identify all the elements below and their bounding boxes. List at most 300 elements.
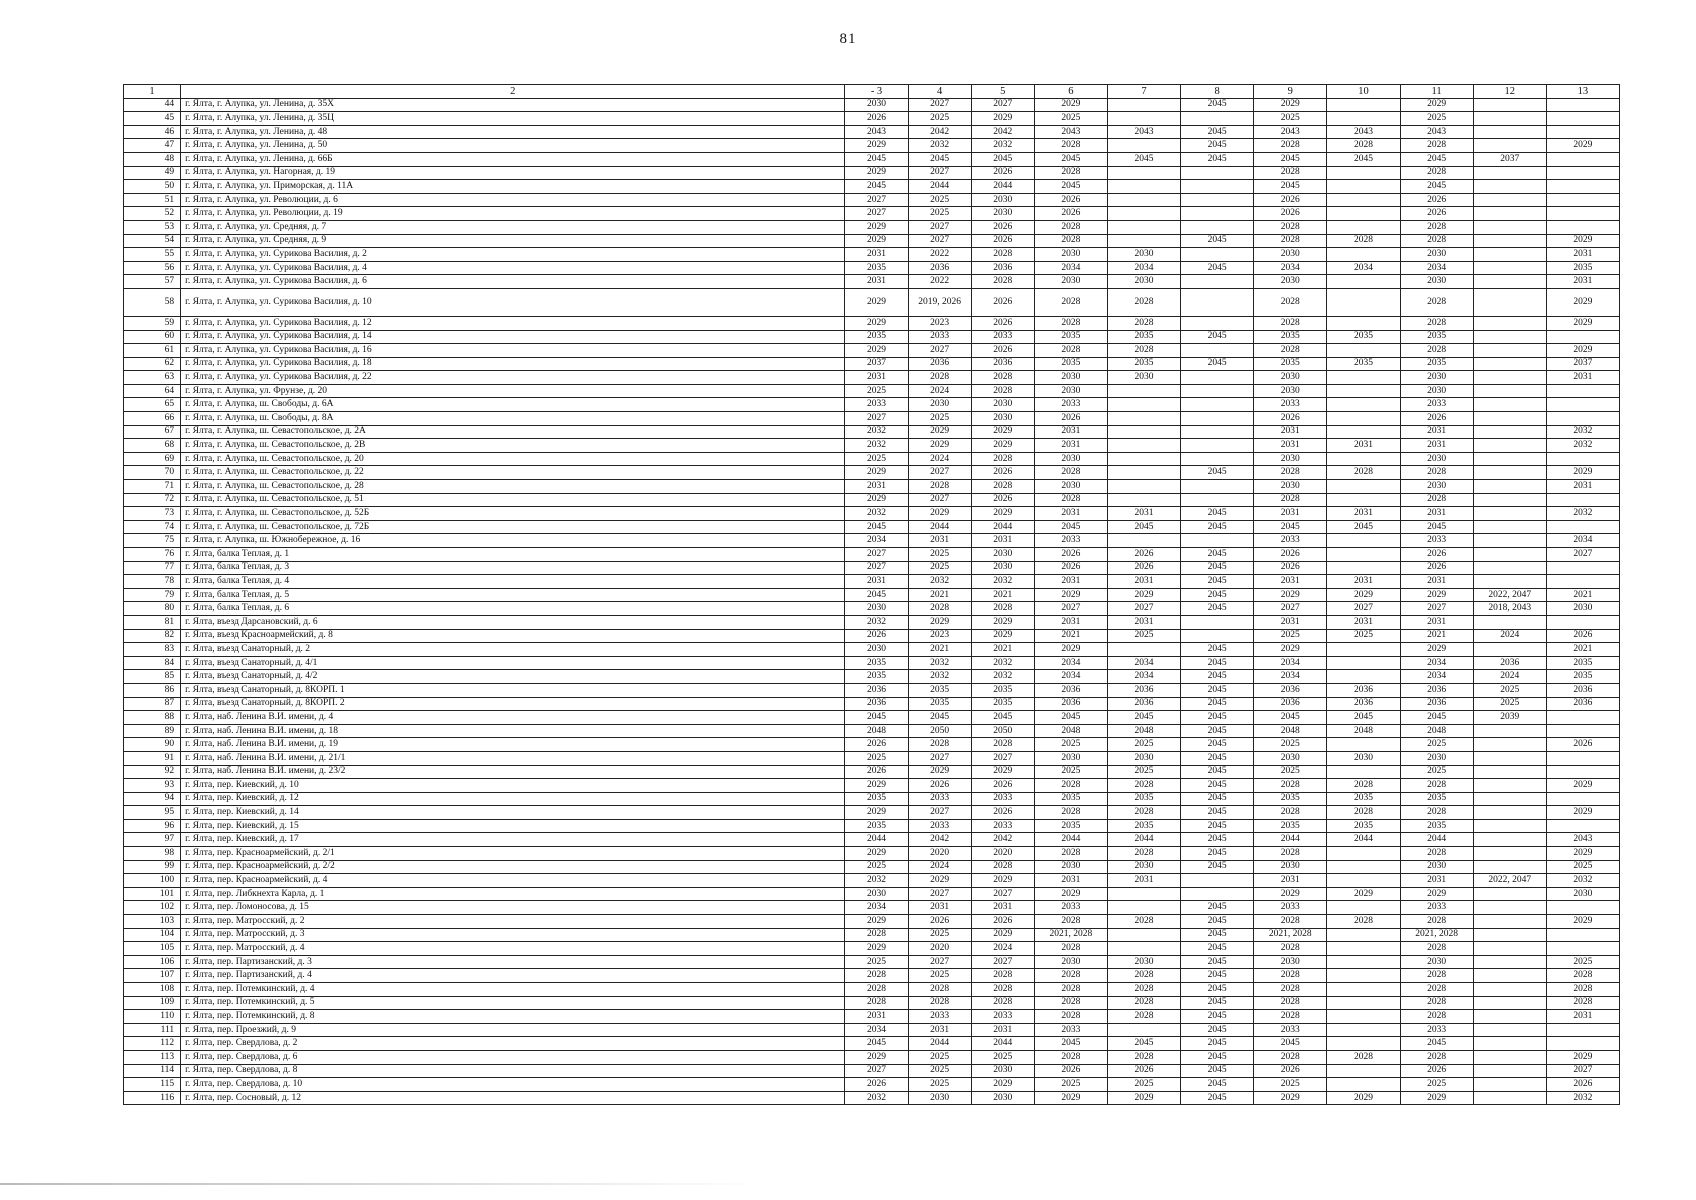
year-cell: 2030 <box>1034 384 1107 398</box>
year-cell: 2034 <box>845 534 908 548</box>
row-number-cell: 91 <box>124 751 181 765</box>
year-cell: 2030 <box>971 193 1034 207</box>
year-cell <box>1107 480 1180 494</box>
year-cell: 2030 <box>1107 955 1180 969</box>
year-cell: 2024 <box>908 452 971 466</box>
year-cell: 2034 <box>1034 261 1107 275</box>
table-row <box>124 152 1620 166</box>
address-cell: г. Ялта, въезд Санаторный, д. 8КОРП. 1 <box>181 683 845 697</box>
row-number-cell: 55 <box>124 248 181 262</box>
year-cell <box>1546 384 1619 398</box>
year-cell: 2045 <box>1181 697 1254 711</box>
year-cell <box>1327 561 1400 575</box>
year-cell <box>1327 166 1400 180</box>
year-cell: 2035 <box>1327 357 1400 371</box>
year-cell: 2027 <box>971 955 1034 969</box>
year-cell: 2045 <box>1181 1023 1254 1037</box>
row-number-cell: 53 <box>124 220 181 234</box>
table-row <box>124 398 1620 412</box>
year-cell: 2025 <box>1473 697 1546 711</box>
year-cell: 2029 <box>971 874 1034 888</box>
year-cell: 2045 <box>845 1037 908 1051</box>
row-number-cell: 62 <box>124 357 181 371</box>
year-cell <box>1181 344 1254 358</box>
address-cell: г. Ялта, пер. Либкнехта Карла, д. 1 <box>181 887 845 901</box>
year-cell: 2032 <box>908 656 971 670</box>
year-cell <box>1107 98 1180 112</box>
year-cell: 2028 <box>971 602 1034 616</box>
year-cell: 2035 <box>845 670 908 684</box>
year-cell <box>1473 1050 1546 1064</box>
year-cell: 2027 <box>1327 602 1400 616</box>
year-cell: 2028 <box>1546 969 1619 983</box>
year-cell: 2028 <box>971 480 1034 494</box>
address-cell: г. Ялта, въезд Санаторный, д. 4/2 <box>181 670 845 684</box>
address-cell: г. Ялта, пер. Свердлова, д. 8 <box>181 1064 845 1078</box>
row-number-cell: 109 <box>124 996 181 1010</box>
year-cell: 2030 <box>1254 371 1327 385</box>
year-cell: 2021 <box>971 643 1034 657</box>
year-cell: 2033 <box>1400 534 1473 548</box>
year-cell: 2030 <box>1034 371 1107 385</box>
year-cell: 2045 <box>1181 575 1254 589</box>
table-row <box>124 670 1620 684</box>
row-number-cell: 105 <box>124 942 181 956</box>
year-cell: 2028 <box>1254 288 1327 316</box>
year-cell: 2030 <box>1254 275 1327 289</box>
year-cell: 2045 <box>1181 969 1254 983</box>
year-cell <box>1473 887 1546 901</box>
year-cell: 2027 <box>845 561 908 575</box>
year-cell: 2031 <box>1400 439 1473 453</box>
year-cell: 2044 <box>908 180 971 194</box>
year-cell <box>1107 439 1180 453</box>
table-row <box>124 493 1620 507</box>
year-cell: 2026 <box>908 915 971 929</box>
year-cell <box>1327 412 1400 426</box>
year-cell <box>1473 275 1546 289</box>
row-number-cell: 88 <box>124 711 181 725</box>
year-cell: 2026 <box>1254 193 1327 207</box>
year-cell: 2030 <box>1254 452 1327 466</box>
year-cell <box>1327 220 1400 234</box>
address-cell: г. Ялта, въезд Санаторный, д. 8КОРП. 2 <box>181 697 845 711</box>
year-cell: 2026 <box>1254 207 1327 221</box>
year-cell: 2028 <box>1327 915 1400 929</box>
year-cell <box>1473 955 1546 969</box>
year-cell <box>1327 248 1400 262</box>
year-cell: 2045 <box>1400 152 1473 166</box>
year-cell: 2045 <box>1254 152 1327 166</box>
year-cell <box>1546 724 1619 738</box>
year-cell: 2045 <box>971 711 1034 725</box>
year-cell <box>1327 928 1400 942</box>
year-cell: 2042 <box>971 125 1034 139</box>
year-cell: 2026 <box>1400 561 1473 575</box>
year-cell <box>1327 112 1400 126</box>
year-cell <box>1546 1023 1619 1037</box>
year-cell <box>1327 371 1400 385</box>
year-cell: 2034 <box>1400 656 1473 670</box>
year-cell: 2036 <box>971 261 1034 275</box>
year-cell: 2029 <box>1546 1050 1619 1064</box>
year-cell: 2028 <box>1034 139 1107 153</box>
year-cell: 2045 <box>845 180 908 194</box>
year-cell <box>1327 288 1400 316</box>
year-cell: 2026 <box>1034 548 1107 562</box>
year-cell: 2025 <box>1034 765 1107 779</box>
year-cell: 2028 <box>1400 220 1473 234</box>
year-cell: 2029 <box>908 425 971 439</box>
year-cell: 2029 <box>1546 139 1619 153</box>
year-cell <box>1107 887 1180 901</box>
row-number-cell: 71 <box>124 480 181 494</box>
year-cell: 2026 <box>908 779 971 793</box>
year-cell: 2028 <box>1254 1050 1327 1064</box>
year-cell: 2028 <box>1400 942 1473 956</box>
year-cell: 2033 <box>1400 398 1473 412</box>
table-row <box>124 942 1620 956</box>
year-cell: 2023 <box>908 316 971 330</box>
year-cell: 2035 <box>845 330 908 344</box>
year-cell: 2045 <box>1034 152 1107 166</box>
year-cell: 2031 <box>1327 439 1400 453</box>
year-cell: 2032 <box>971 656 1034 670</box>
year-cell <box>1327 874 1400 888</box>
year-cell: 2043 <box>1034 125 1107 139</box>
year-cell: 2026 <box>1254 548 1327 562</box>
address-cell: г. Ялта, пер. Киевский, д. 10 <box>181 779 845 793</box>
column-header: 11 <box>1400 85 1473 99</box>
year-cell: 2045 <box>845 520 908 534</box>
row-number-cell: 116 <box>124 1091 181 1105</box>
year-cell: 2036 <box>1546 683 1619 697</box>
year-cell <box>1473 330 1546 344</box>
address-cell: г. Ялта, въезд Красноармейский, д. 8 <box>181 629 845 643</box>
year-cell: 2048 <box>1034 724 1107 738</box>
row-number-cell: 111 <box>124 1023 181 1037</box>
year-cell <box>1327 942 1400 956</box>
year-cell <box>1327 901 1400 915</box>
year-cell: 2045 <box>1400 711 1473 725</box>
year-cell <box>1546 765 1619 779</box>
year-cell: 2028 <box>971 983 1034 997</box>
year-cell: 2035 <box>845 819 908 833</box>
address-cell: г. Ялта, пер. Потемкинский, д. 5 <box>181 996 845 1010</box>
year-cell: 2032 <box>1546 439 1619 453</box>
year-cell: 2030 <box>971 561 1034 575</box>
year-cell: 2028 <box>1327 806 1400 820</box>
year-cell: 2024 <box>908 860 971 874</box>
year-cell: 2029 <box>1034 588 1107 602</box>
year-cell <box>1546 180 1619 194</box>
year-cell <box>1327 180 1400 194</box>
year-cell <box>1546 615 1619 629</box>
row-number-cell: 107 <box>124 969 181 983</box>
year-cell <box>1181 534 1254 548</box>
year-cell: 2029 <box>845 942 908 956</box>
year-cell <box>1107 493 1180 507</box>
year-cell <box>1327 860 1400 874</box>
year-cell: 2028 <box>1400 493 1473 507</box>
year-cell: 2031 <box>1254 425 1327 439</box>
year-cell: 2028 <box>1254 969 1327 983</box>
year-cell: 2045 <box>1181 561 1254 575</box>
year-cell: 2021 <box>908 588 971 602</box>
year-cell: 2028 <box>1107 779 1180 793</box>
year-cell: 2045 <box>1181 1010 1254 1024</box>
table-row <box>124 234 1620 248</box>
year-cell: 2045 <box>1181 738 1254 752</box>
address-cell: г. Ялта, г. Алупка, ш. Севастопольское, д. 52Б <box>181 507 845 521</box>
year-cell: 2026 <box>971 220 1034 234</box>
year-cell: 2027 <box>908 344 971 358</box>
year-cell: 2018, 2043 <box>1473 602 1546 616</box>
row-number-cell: 103 <box>124 915 181 929</box>
year-cell: 2028 <box>1400 466 1473 480</box>
year-cell <box>1546 1037 1619 1051</box>
year-cell: 2026 <box>971 915 1034 929</box>
address-cell: г. Ялта, балка Теплая, д. 1 <box>181 548 845 562</box>
row-number-cell: 90 <box>124 738 181 752</box>
year-cell <box>1181 452 1254 466</box>
year-cell: 2036 <box>845 697 908 711</box>
year-cell: 2045 <box>1181 983 1254 997</box>
year-cell: 2036 <box>1034 697 1107 711</box>
year-cell: 2030 <box>1400 384 1473 398</box>
year-cell: 2035 <box>1254 357 1327 371</box>
table-header-row <box>124 85 1620 99</box>
table-row <box>124 792 1620 806</box>
year-cell: 2028 <box>1546 996 1619 1010</box>
year-cell: 2030 <box>1034 452 1107 466</box>
year-cell: 2045 <box>1181 792 1254 806</box>
row-number-cell: 61 <box>124 344 181 358</box>
year-cell: 2030 <box>1034 275 1107 289</box>
table-row <box>124 166 1620 180</box>
year-cell: 2029 <box>1254 1091 1327 1105</box>
year-cell: 2026 <box>845 112 908 126</box>
row-number-cell: 115 <box>124 1078 181 1092</box>
year-cell: 2045 <box>1181 357 1254 371</box>
year-cell: 2035 <box>1107 330 1180 344</box>
year-cell: 2034 <box>845 1023 908 1037</box>
year-cell: 2025 <box>908 548 971 562</box>
year-cell: 2028 <box>1546 983 1619 997</box>
year-cell: 2029 <box>1327 588 1400 602</box>
year-cell: 2045 <box>1181 656 1254 670</box>
year-cell: 2048 <box>1254 724 1327 738</box>
year-cell: 2025 <box>1473 683 1546 697</box>
year-cell <box>1473 398 1546 412</box>
year-cell: 2021 <box>1034 629 1107 643</box>
year-cell: 2028 <box>1034 969 1107 983</box>
year-cell: 2025 <box>845 751 908 765</box>
year-cell <box>1327 193 1400 207</box>
address-cell: г. Ялта, пер. Проезжий, д. 9 <box>181 1023 845 1037</box>
address-cell: г. Ялта, г. Алупка, ш. Севастопольское, д. 72Б <box>181 520 845 534</box>
year-cell: 2029 <box>1546 915 1619 929</box>
year-cell: 2044 <box>1107 833 1180 847</box>
row-number-cell: 114 <box>124 1064 181 1078</box>
year-cell: 2045 <box>1181 670 1254 684</box>
year-cell: 2030 <box>971 412 1034 426</box>
table-row <box>124 819 1620 833</box>
year-cell: 2045 <box>1254 1037 1327 1051</box>
table-row <box>124 751 1620 765</box>
year-cell: 2036 <box>1473 656 1546 670</box>
year-cell <box>1181 112 1254 126</box>
year-cell: 2022, 2047 <box>1473 874 1546 888</box>
year-cell <box>1327 316 1400 330</box>
address-cell: г. Ялта, г. Алупка, ул. Приморская, д. 11А <box>181 180 845 194</box>
table-row <box>124 1010 1620 1024</box>
year-cell: 2029 <box>971 765 1034 779</box>
year-cell: 2026 <box>1034 1064 1107 1078</box>
table-row <box>124 248 1620 262</box>
table-row <box>124 806 1620 820</box>
year-cell <box>1473 507 1546 521</box>
data-table-container <box>123 84 1620 1105</box>
year-cell: 2030 <box>1400 751 1473 765</box>
year-cell: 2045 <box>1181 1037 1254 1051</box>
row-number-cell: 87 <box>124 697 181 711</box>
year-cell: 2044 <box>845 833 908 847</box>
year-cell: 2030 <box>971 548 1034 562</box>
year-cell: 2026 <box>971 166 1034 180</box>
year-cell: 2026 <box>1546 629 1619 643</box>
table-row <box>124 344 1620 358</box>
year-cell: 2029 <box>908 615 971 629</box>
year-cell: 2035 <box>1400 792 1473 806</box>
row-number-cell: 64 <box>124 384 181 398</box>
year-cell: 2043 <box>1107 125 1180 139</box>
address-cell: г. Ялта, г. Алупка, ул. Сурикова Василия, д. 14 <box>181 330 845 344</box>
year-cell: 2028 <box>1034 166 1107 180</box>
year-cell: 2043 <box>1254 125 1327 139</box>
table-row <box>124 656 1620 670</box>
year-cell: 2028 <box>908 738 971 752</box>
year-cell: 2026 <box>1400 193 1473 207</box>
year-cell: 2028 <box>1254 166 1327 180</box>
row-number-cell: 82 <box>124 629 181 643</box>
year-cell: 2026 <box>1400 207 1473 221</box>
year-cell: 2036 <box>1107 697 1180 711</box>
year-cell <box>1327 207 1400 221</box>
year-cell: 2027 <box>1546 548 1619 562</box>
year-cell: 2029 <box>845 166 908 180</box>
year-cell <box>1546 125 1619 139</box>
year-cell: 2028 <box>1327 1050 1400 1064</box>
address-cell: г. Ялта, г. Алупка, ул. Сурикова Василия, д. 6 <box>181 275 845 289</box>
year-cell: 2029 <box>1400 588 1473 602</box>
year-cell: 2029 <box>1546 847 1619 861</box>
address-cell: г. Ялта, г. Алупка, ул. Ленина, д. 66Б <box>181 152 845 166</box>
address-cell: г. Ялта, пер. Киевский, д. 14 <box>181 806 845 820</box>
table-row <box>124 288 1620 316</box>
year-cell: 2028 <box>971 275 1034 289</box>
year-cell <box>1473 180 1546 194</box>
year-cell: 2033 <box>1400 901 1473 915</box>
address-cell: г. Ялта, пер. Партизанский, д. 4 <box>181 969 845 983</box>
address-cell: г. Ялта, г. Алупка, ш. Севастопольское, д. 2А <box>181 425 845 439</box>
year-cell: 2027 <box>908 751 971 765</box>
year-cell: 2026 <box>845 1078 908 1092</box>
table-row <box>124 847 1620 861</box>
year-cell <box>1473 534 1546 548</box>
year-cell: 2035 <box>1546 261 1619 275</box>
year-cell: 2045 <box>1107 711 1180 725</box>
year-cell: 2028 <box>1400 288 1473 316</box>
address-cell: г. Ялта, пер. Матросский, д. 3 <box>181 928 845 942</box>
year-cell: 2037 <box>1546 357 1619 371</box>
year-cell: 2030 <box>1254 955 1327 969</box>
address-cell: г. Ялта, г. Алупка, ул. Сурикова Василия, д. 18 <box>181 357 845 371</box>
year-cell: 2031 <box>1034 874 1107 888</box>
table-row <box>124 711 1620 725</box>
year-cell: 2025 <box>1400 765 1473 779</box>
year-cell: 2029 <box>1254 643 1327 657</box>
table-row <box>124 983 1620 997</box>
table-row <box>124 575 1620 589</box>
table-row <box>124 520 1620 534</box>
year-cell: 2030 <box>845 643 908 657</box>
year-cell: 2045 <box>1181 996 1254 1010</box>
table-row <box>124 697 1620 711</box>
table-row <box>124 738 1620 752</box>
year-cell <box>1473 234 1546 248</box>
year-cell: 2028 <box>1107 316 1180 330</box>
year-cell: 2032 <box>1546 425 1619 439</box>
year-cell: 2027 <box>845 412 908 426</box>
year-cell: 2025 <box>845 452 908 466</box>
year-cell <box>1181 887 1254 901</box>
year-cell: 2026 <box>1400 548 1473 562</box>
year-cell: 2028 <box>1034 915 1107 929</box>
year-cell: 2030 <box>1400 275 1473 289</box>
year-cell: 2045 <box>1254 180 1327 194</box>
year-cell: 2045 <box>1181 1091 1254 1105</box>
year-cell: 2045 <box>908 711 971 725</box>
year-cell: 2031 <box>1546 275 1619 289</box>
year-cell: 2026 <box>845 765 908 779</box>
address-cell: г. Ялта, г. Алупка, ш. Свободы, д. 6А <box>181 398 845 412</box>
year-cell <box>1473 220 1546 234</box>
year-cell: 2031 <box>1107 575 1180 589</box>
table-row <box>124 1023 1620 1037</box>
year-cell <box>1107 220 1180 234</box>
table-row <box>124 779 1620 793</box>
address-cell: г. Ялта, пер. Красноармейский, д. 4 <box>181 874 845 888</box>
year-cell: 2030 <box>971 398 1034 412</box>
address-cell: г. Ялта, наб. Ленина В.И. имени, д. 19 <box>181 738 845 752</box>
year-cell: 2028 <box>1034 779 1107 793</box>
year-cell <box>1327 670 1400 684</box>
year-cell: 2044 <box>971 180 1034 194</box>
row-number-cell: 74 <box>124 520 181 534</box>
year-cell: 2031 <box>1034 507 1107 521</box>
table-row <box>124 357 1620 371</box>
table-row <box>124 724 1620 738</box>
year-cell: 2028 <box>1400 1050 1473 1064</box>
year-cell <box>1473 98 1546 112</box>
address-cell: г. Ялта, г. Алупка, ул. Сурикова Василия, д. 22 <box>181 371 845 385</box>
year-cell: 2025 <box>908 1050 971 1064</box>
address-cell: г. Ялта, г. Алупка, ул. Нагорная, д. 19 <box>181 166 845 180</box>
year-cell <box>1473 915 1546 929</box>
year-cell: 2045 <box>1327 152 1400 166</box>
year-cell <box>1546 330 1619 344</box>
